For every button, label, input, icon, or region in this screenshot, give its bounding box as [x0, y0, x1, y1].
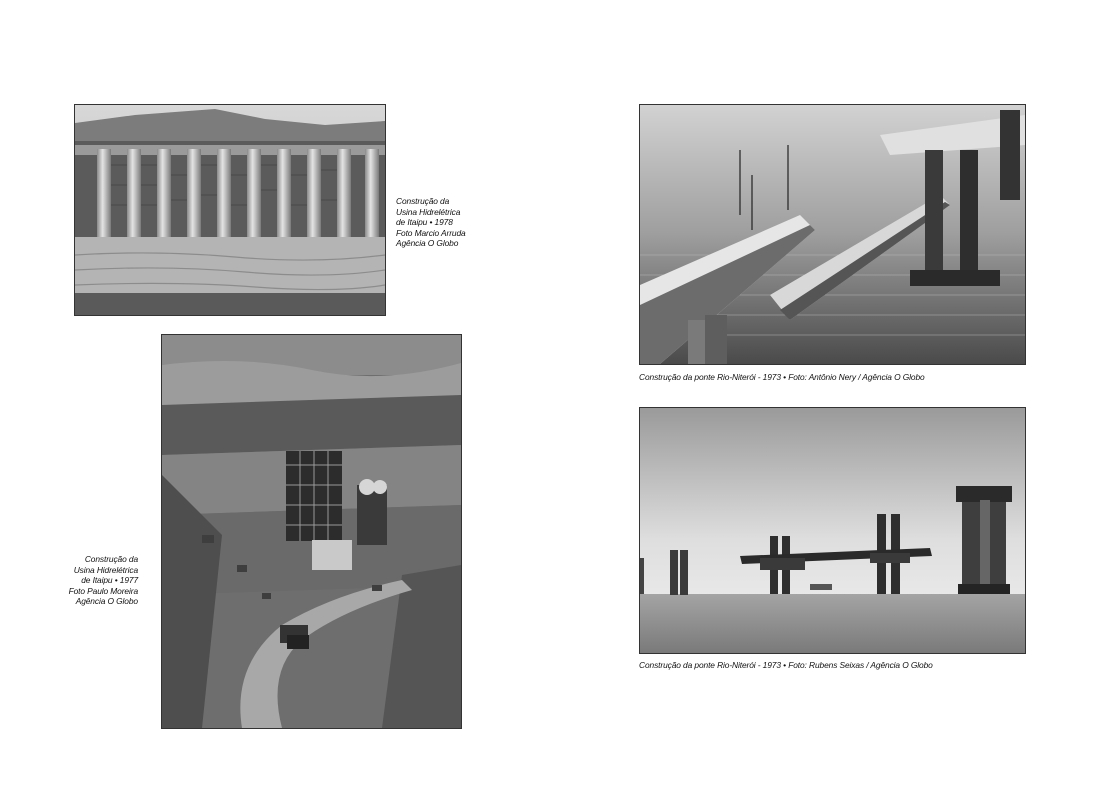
- caption-line: de Itaipu • 1978: [396, 217, 453, 228]
- photo-ponte-seixas: [639, 407, 1026, 654]
- caption-line: Agência O Globo: [396, 238, 459, 249]
- caption-line: Construção da: [84, 554, 138, 564]
- caption-line: Usina Hidrelétrica: [396, 206, 461, 217]
- caption-line: Construção da ponte Rio-Niterói - 1973 • Foto: Antônio Nery / Agência O Globo: [639, 372, 925, 382]
- caption-line: Foto Paulo Moreira: [68, 585, 138, 596]
- caption-itaipu-1977: [50, 554, 138, 607]
- photo-itaipu-1977: [161, 334, 462, 729]
- caption-ponte-seixas: [639, 660, 1024, 671]
- photo-ponte-nery: [639, 104, 1026, 365]
- caption-line: Construção da: [396, 196, 450, 206]
- caption-ponte-nery: [639, 372, 1024, 383]
- caption-itaipu-1978: [396, 196, 496, 249]
- caption-line: de Itaipu • 1977: [81, 575, 138, 586]
- caption-line: Usina Hidrelétrica: [73, 564, 138, 575]
- caption-line: Construção da ponte Rio-Niterói - 1973 • Foto: Rubens Seixas / Agência O Globo: [639, 660, 933, 670]
- photo-itaipu-1978: [74, 104, 386, 316]
- caption-line: Agência O Globo: [75, 596, 138, 607]
- caption-line: Foto Marcio Arruda: [396, 227, 466, 238]
